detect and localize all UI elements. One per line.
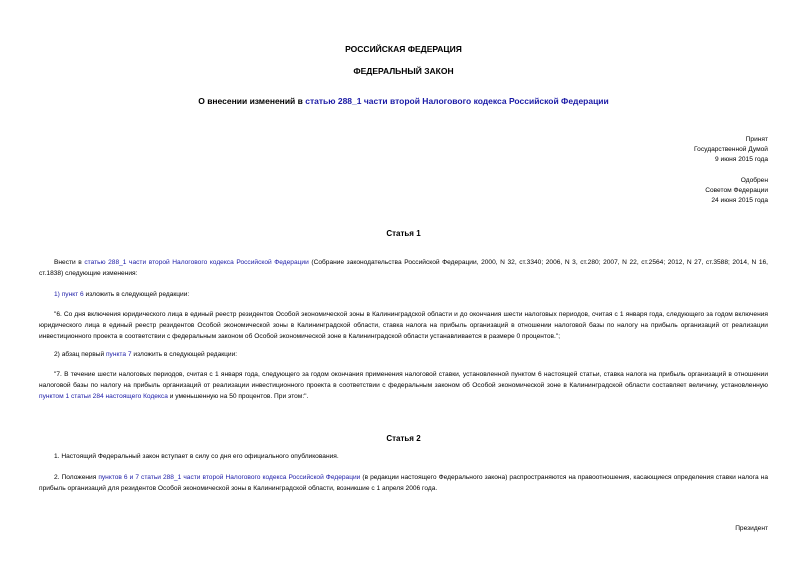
adoption-block xyxy=(694,135,768,165)
article-1-clause-7-text xyxy=(39,369,768,402)
approved-label: Одобрен xyxy=(740,177,768,184)
law-title xyxy=(0,96,807,106)
law-title-prefix: О внесении изменений в xyxy=(198,96,306,106)
item-number: 1) xyxy=(54,291,62,298)
article-1-heading: Статья 1 xyxy=(386,229,421,238)
article-2-heading: Статья 2 xyxy=(386,434,421,443)
adopted-date: 9 июня 2015 года xyxy=(715,156,768,163)
clauses-6-7-link[interactable]: пунктов 6 и 7 статьи 288_1 части второй Налогового кодекса Российской Федерации xyxy=(98,474,361,481)
adopted-by: Государственной Думой xyxy=(694,146,768,153)
text: (в редакции настоящего Федерального закона) распространяются на правоотношения, касающиеся определения ставки налога на прибыль организаций для резидентов Особой экономической зоны в Калининградской области, возникшие с 1 апреля 2006 года. xyxy=(39,474,768,492)
article-284-link[interactable]: пунктом 1 статьи 284 настоящего Кодекса xyxy=(39,393,168,400)
clause-7-link[interactable]: пункта 7 xyxy=(105,351,132,358)
article-1-item-1 xyxy=(39,289,768,300)
law-title-link[interactable]: статью 288_1 части второй Налогового кодекса Российской Федерации xyxy=(305,96,609,106)
article-2-paragraph-2 xyxy=(39,472,768,494)
text: 2) абзац первый xyxy=(54,351,106,358)
article-2-paragraph-1: 1. Настоящий Федеральный закон вступает в силу со дня его официального опубликования. xyxy=(54,453,339,460)
approved-by: Советом Федерации xyxy=(705,187,768,194)
text: и уменьшенную на 50 процентов. При этом:". xyxy=(167,393,309,400)
approved-date: 24 июня 2015 года xyxy=(711,197,768,204)
text: 2. Положения xyxy=(54,474,99,481)
clause-6-link[interactable]: пункт 6 xyxy=(61,291,84,298)
text: изложить в следующей редакции: xyxy=(131,351,238,358)
article-1-paragraph-intro xyxy=(39,257,768,279)
text: изложить в следующей редакции: xyxy=(83,291,190,298)
text: (Собрание законодательства Российской Федерации, 2000, N 32, ст.3340; 2006, N 3, ст.280; 2007, N 22, ст.2564; 2012, N 27, ст.3588; 2014, N 16, ст.1838) следующие изменения: xyxy=(39,259,769,277)
president-signature-label: Президент xyxy=(735,525,768,532)
law-type-heading: ФЕДЕРАЛЬНЫЙ ЗАКОН xyxy=(353,66,454,76)
text: Внести в xyxy=(54,259,85,266)
article-1-item-2 xyxy=(39,349,768,360)
approval-block xyxy=(705,176,768,206)
article-1-clause-6-text: "6. Со дня включения юридического лица в единый реестр резидентов Особой экономической зоны в Калининградской области и до окончания шести налоговых периодов, считая с 1 января года, следующего за годом включения юридического лица в единый реестр резидентов Особой экономической зоны в Калининградской области, ставка налога на прибыль организаций в отношении налоговой базы по налогу на прибыль организаций от реализации инвестиционного проекта в соответствии с федеральным законом об Особой экономической зоне в Калининградской области устанавливается в размере 0 процентов."; xyxy=(39,311,768,340)
adopted-label: Принят xyxy=(745,136,768,143)
country-heading: РОССИЙСКАЯ ФЕДЕРАЦИЯ xyxy=(345,44,462,54)
code-article-link[interactable]: статью 288_1 части второй Налогового кодекса Российской Федерации xyxy=(84,259,309,266)
text: "7. В течение шести налоговых периодов, считая с 1 января года, следующего за годом окончания применения налоговой ставки, установленной пунктом 6 настоящей статьи, ставка налога на прибыль организаций в отношении налоговой базы по налогу на прибыль организаций от реализации инвестиционного проекта в соответствии с федеральным законом об Особой экономической зоне в Калининградской области составляет величину, установленную xyxy=(39,371,768,389)
